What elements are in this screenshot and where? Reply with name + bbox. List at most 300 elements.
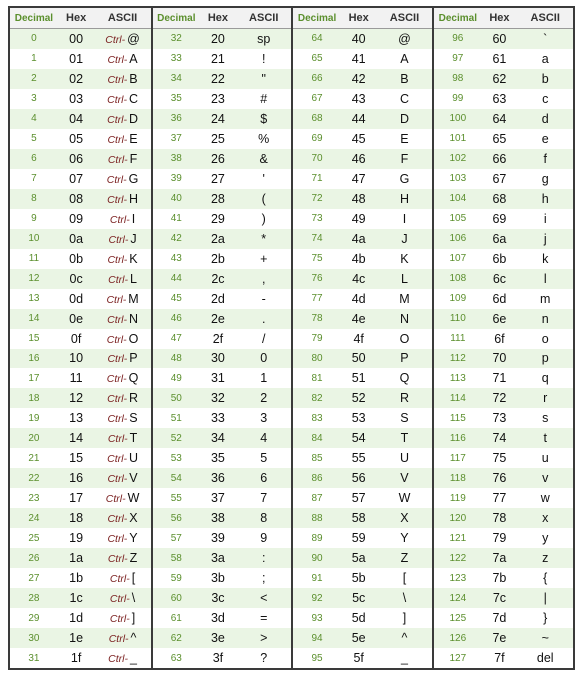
hex-cell: 03 bbox=[69, 91, 84, 106]
decimal-cell: 67 bbox=[311, 93, 323, 105]
table-row bbox=[434, 368, 573, 388]
decimal-cell: 3 bbox=[31, 93, 37, 105]
column-group-3 bbox=[291, 8, 432, 668]
hex-cell: 46 bbox=[351, 151, 366, 166]
table-row bbox=[434, 209, 573, 229]
ascii-cell: w bbox=[540, 491, 550, 506]
hex-cell: 61 bbox=[492, 51, 507, 66]
decimal-cell: 111 bbox=[450, 333, 466, 345]
table-row bbox=[10, 109, 151, 129]
hex-cell: 22 bbox=[210, 71, 225, 86]
ascii-cell bbox=[94, 212, 150, 226]
ascii-cell bbox=[94, 52, 150, 66]
ascii-cell bbox=[94, 651, 150, 665]
decimal-cell: 107 bbox=[449, 253, 467, 265]
table-row bbox=[153, 608, 292, 628]
ascii-cell: W bbox=[398, 491, 411, 506]
decimal-cell: 5 bbox=[31, 133, 37, 145]
ascii-char: E bbox=[129, 131, 138, 146]
decimal-cell: 2 bbox=[31, 73, 37, 85]
hex-cell: 77 bbox=[492, 491, 507, 506]
hex-cell: 02 bbox=[69, 71, 84, 86]
decimal-cell: 40 bbox=[170, 193, 182, 205]
ctrl-prefix: Ctrl- bbox=[107, 453, 127, 466]
table-row bbox=[293, 349, 432, 369]
hex-cell: 58 bbox=[351, 511, 366, 526]
decimal-cell: 20 bbox=[28, 432, 40, 444]
table-row bbox=[293, 169, 432, 189]
table-row bbox=[434, 388, 573, 408]
decimal-cell: 51 bbox=[170, 412, 182, 424]
hex-cell: 36 bbox=[210, 471, 225, 486]
hex-cell: 72 bbox=[492, 391, 507, 406]
decimal-cell: 96 bbox=[452, 33, 464, 45]
decimal-cell: 126 bbox=[449, 632, 467, 644]
ctrl-prefix: Ctrl- bbox=[107, 473, 128, 486]
table-row bbox=[10, 468, 151, 488]
table-row bbox=[434, 49, 573, 69]
ascii-char: S bbox=[129, 411, 138, 426]
decimal-cell: 119 bbox=[449, 492, 466, 504]
decimal-header: Decimal bbox=[297, 12, 337, 24]
decimal-cell: 99 bbox=[452, 93, 464, 105]
hex-cell: 16 bbox=[69, 471, 84, 486]
ascii-cell bbox=[94, 172, 150, 186]
ascii-cell: - bbox=[261, 291, 266, 306]
hex-cell: 23 bbox=[210, 91, 225, 106]
ascii-char: @ bbox=[127, 31, 140, 46]
decimal-cell: 92 bbox=[311, 592, 323, 604]
hex-cell: 2d bbox=[210, 291, 225, 306]
hex-cell: 64 bbox=[492, 111, 507, 126]
table-row bbox=[10, 309, 151, 329]
table-row bbox=[293, 468, 432, 488]
table-row bbox=[153, 548, 292, 568]
ascii-cell bbox=[94, 332, 150, 346]
hex-cell: 33 bbox=[210, 411, 225, 426]
ascii-cell: e bbox=[541, 131, 549, 146]
table-row bbox=[293, 448, 432, 468]
table-row bbox=[10, 29, 151, 49]
ascii-cell: c bbox=[542, 91, 549, 106]
ctrl-prefix: Ctrl- bbox=[107, 153, 128, 166]
ascii-cell: X bbox=[400, 511, 409, 526]
decimal-cell: 87 bbox=[311, 492, 323, 504]
table-row bbox=[434, 129, 573, 149]
table-row bbox=[293, 388, 432, 408]
hex-cell: 53 bbox=[351, 411, 366, 426]
hex-cell: 38 bbox=[210, 511, 225, 526]
table-row bbox=[293, 229, 432, 249]
hex-cell: 18 bbox=[69, 511, 84, 526]
table-row bbox=[153, 349, 292, 369]
ascii-cell bbox=[94, 112, 150, 126]
table-row bbox=[434, 229, 573, 249]
hex-cell: 7b bbox=[492, 571, 507, 586]
hex-cell: 4b bbox=[351, 251, 366, 266]
decimal-cell: 34 bbox=[170, 73, 182, 85]
table-row bbox=[293, 488, 432, 508]
ctrl-prefix: Ctrl- bbox=[107, 53, 128, 66]
hex-cell: 3f bbox=[212, 651, 224, 666]
table-row bbox=[10, 428, 151, 448]
hex-cell: 12 bbox=[69, 391, 84, 406]
ascii-cell: J bbox=[401, 231, 408, 246]
hex-cell: 6d bbox=[492, 291, 507, 306]
hex-cell: 1f bbox=[70, 651, 82, 666]
decimal-cell: 43 bbox=[170, 253, 182, 265]
ctrl-prefix: Ctrl- bbox=[108, 653, 128, 666]
hex-cell: 0c bbox=[69, 271, 83, 286]
ascii-char: C bbox=[128, 91, 138, 106]
ascii-cell: M bbox=[399, 291, 410, 306]
hex-cell: 04 bbox=[69, 111, 84, 126]
ascii-cell bbox=[94, 551, 150, 565]
table-row bbox=[293, 528, 432, 548]
table-row bbox=[293, 249, 432, 269]
ascii-header: ASCII bbox=[530, 12, 560, 24]
decimal-cell: 1 bbox=[31, 53, 37, 65]
hex-cell: 0a bbox=[69, 231, 84, 246]
table-row bbox=[153, 109, 292, 129]
table-row bbox=[434, 508, 573, 528]
decimal-header: Decimal bbox=[14, 12, 54, 24]
ascii-cell: P bbox=[400, 351, 409, 366]
table-row bbox=[153, 229, 292, 249]
table-row bbox=[293, 648, 432, 668]
ascii-cell: + bbox=[260, 251, 268, 266]
hex-cell: 6e bbox=[492, 311, 507, 326]
ascii-char: O bbox=[128, 331, 139, 346]
table-row bbox=[153, 368, 292, 388]
decimal-cell: 116 bbox=[449, 432, 466, 444]
ascii-cell: q bbox=[541, 371, 549, 386]
ctrl-prefix: Ctrl- bbox=[109, 593, 130, 606]
ascii-char: J bbox=[130, 231, 137, 246]
table-row bbox=[293, 49, 432, 69]
decimal-cell: 13 bbox=[28, 293, 40, 305]
hex-cell: 60 bbox=[492, 31, 507, 46]
hex-cell: 19 bbox=[69, 531, 84, 546]
decimal-cell: 10 bbox=[28, 233, 40, 245]
ascii-cell: 6 bbox=[260, 471, 268, 486]
decimal-cell: 118 bbox=[449, 472, 466, 484]
ascii-char: _ bbox=[130, 651, 137, 666]
hex-cell: 7a bbox=[492, 551, 507, 566]
hex-cell: 24 bbox=[210, 111, 225, 126]
table-row bbox=[10, 648, 151, 668]
hex-cell: 1a bbox=[69, 551, 84, 566]
hex-cell: 1e bbox=[69, 631, 84, 646]
hex-cell: 59 bbox=[351, 531, 366, 546]
ascii-cell: > bbox=[260, 631, 268, 646]
table-row bbox=[10, 548, 151, 568]
decimal-cell: 101 bbox=[449, 133, 467, 145]
decimal-cell: 12 bbox=[28, 273, 40, 285]
ascii-char: I bbox=[131, 211, 136, 226]
decimal-cell: 19 bbox=[28, 412, 40, 424]
hex-cell: 10 bbox=[69, 351, 84, 366]
ascii-cell bbox=[94, 92, 150, 106]
decimal-cell: 59 bbox=[170, 572, 182, 584]
ascii-cell: H bbox=[399, 191, 409, 206]
ascii-cell: b bbox=[541, 71, 549, 86]
ascii-cell bbox=[94, 232, 150, 246]
ascii-cell: " bbox=[261, 71, 266, 86]
decimal-cell: 90 bbox=[311, 552, 323, 564]
ascii-char: ] bbox=[131, 611, 136, 626]
hex-cell: 51 bbox=[351, 371, 366, 386]
ascii-cell: h bbox=[541, 191, 549, 206]
ascii-cell: \ bbox=[402, 591, 407, 606]
table-row bbox=[153, 628, 292, 648]
table-row bbox=[293, 628, 432, 648]
ascii-cell bbox=[94, 292, 150, 306]
hex-cell: 5a bbox=[351, 551, 366, 566]
ascii-cell bbox=[94, 391, 150, 405]
table-row bbox=[10, 368, 151, 388]
hex-cell: 7c bbox=[492, 591, 507, 606]
table-body bbox=[293, 29, 432, 668]
hex-cell: 25 bbox=[210, 131, 225, 146]
table-row bbox=[434, 428, 573, 448]
ascii-cell bbox=[94, 32, 150, 46]
table-row bbox=[153, 648, 292, 668]
table-row bbox=[293, 69, 432, 89]
table-row bbox=[434, 249, 573, 269]
hex-cell: 07 bbox=[69, 171, 84, 186]
ascii-char: F bbox=[129, 151, 138, 166]
hex-cell: 76 bbox=[492, 471, 507, 486]
ascii-cell bbox=[94, 611, 150, 625]
hex-cell: 11 bbox=[69, 371, 83, 386]
ascii-cell: . bbox=[261, 311, 266, 326]
ascii-cell bbox=[94, 511, 150, 525]
ascii-cell: d bbox=[541, 111, 549, 126]
table-header bbox=[153, 8, 292, 29]
decimal-cell: 69 bbox=[311, 133, 323, 145]
decimal-cell: 56 bbox=[170, 512, 182, 524]
table-row bbox=[10, 269, 151, 289]
ascii-cell: ^ bbox=[401, 631, 408, 646]
decimal-cell: 61 bbox=[170, 612, 182, 624]
decimal-cell: 33 bbox=[170, 53, 182, 65]
decimal-cell: 48 bbox=[170, 352, 182, 364]
ctrl-prefix: Ctrl- bbox=[107, 353, 128, 366]
hex-cell: 6c bbox=[492, 271, 507, 286]
table-row bbox=[434, 448, 573, 468]
table-row bbox=[434, 488, 573, 508]
ascii-cell: N bbox=[399, 311, 409, 326]
decimal-cell: 95 bbox=[311, 652, 323, 664]
ascii-cell: s bbox=[542, 411, 549, 426]
ascii-cell: 0 bbox=[260, 351, 268, 366]
hex-cell: 39 bbox=[210, 531, 225, 546]
ascii-cell: ~ bbox=[541, 631, 549, 646]
ascii-cell: ] bbox=[402, 611, 407, 626]
decimal-cell: 11 bbox=[28, 253, 40, 265]
decimal-cell: 35 bbox=[170, 93, 182, 105]
ascii-cell: I bbox=[402, 211, 407, 226]
hex-cell: 4d bbox=[351, 291, 366, 306]
decimal-cell: 39 bbox=[170, 173, 182, 185]
table-row bbox=[434, 169, 573, 189]
ctrl-prefix: Ctrl- bbox=[107, 193, 127, 206]
decimal-cell: 47 bbox=[170, 333, 182, 345]
table-row bbox=[10, 349, 151, 369]
decimal-cell: 70 bbox=[311, 153, 323, 165]
ascii-cell: ; bbox=[261, 571, 266, 586]
decimal-cell: 100 bbox=[449, 113, 467, 125]
ascii-cell: B bbox=[400, 71, 409, 86]
hex-cell: 0d bbox=[69, 291, 84, 306]
ascii-cell: A bbox=[400, 51, 409, 66]
hex-cell: 67 bbox=[492, 171, 507, 186]
decimal-cell: 127 bbox=[449, 652, 467, 664]
table-row bbox=[434, 548, 573, 568]
ascii-cell: < bbox=[260, 591, 268, 606]
hex-cell: 6b bbox=[492, 251, 507, 266]
table-row bbox=[153, 189, 292, 209]
ascii-cell: n bbox=[541, 311, 549, 326]
ascii-header: ASCII bbox=[107, 12, 138, 24]
ascii-cell: g bbox=[541, 171, 549, 186]
table-row bbox=[434, 568, 573, 588]
table-row bbox=[10, 588, 151, 608]
decimal-cell: 31 bbox=[28, 652, 40, 664]
ascii-char: P bbox=[129, 351, 138, 366]
hex-cell: 3d bbox=[210, 611, 225, 626]
table-row bbox=[10, 69, 151, 89]
decimal-cell: 81 bbox=[311, 372, 323, 384]
table-row bbox=[434, 468, 573, 488]
hex-cell: 7e bbox=[492, 631, 507, 646]
hex-cell: 3a bbox=[210, 551, 225, 566]
table-row bbox=[153, 309, 292, 329]
ascii-cell bbox=[94, 491, 150, 505]
ascii-cell bbox=[94, 371, 150, 385]
ctrl-prefix: Ctrl- bbox=[107, 313, 127, 326]
decimal-cell: 49 bbox=[170, 372, 182, 384]
hex-cell: 0e bbox=[69, 311, 84, 326]
ascii-cell: 3 bbox=[260, 411, 268, 426]
decimal-cell: 97 bbox=[452, 53, 464, 65]
ctrl-prefix: Ctrl- bbox=[107, 73, 128, 86]
hex-cell: 4e bbox=[351, 311, 366, 326]
decimal-cell: 76 bbox=[311, 273, 323, 285]
decimal-cell: 8 bbox=[31, 193, 37, 205]
hex-cell: 2e bbox=[210, 311, 225, 326]
ascii-cell bbox=[94, 192, 150, 206]
hex-cell: 5b bbox=[351, 571, 366, 586]
table-row bbox=[293, 209, 432, 229]
ascii-cell: 1 bbox=[260, 371, 268, 386]
decimal-cell: 124 bbox=[449, 592, 467, 604]
decimal-cell: 38 bbox=[170, 153, 182, 165]
ascii-cell bbox=[94, 531, 150, 545]
ascii-cell bbox=[94, 591, 150, 605]
hex-cell: 6a bbox=[492, 231, 507, 246]
table-row bbox=[153, 528, 292, 548]
hex-cell: 3e bbox=[210, 631, 225, 646]
ascii-cell: | bbox=[543, 591, 547, 606]
ascii-cell: 2 bbox=[260, 391, 268, 406]
hex-cell: 30 bbox=[210, 351, 225, 366]
ascii-cell bbox=[94, 132, 150, 146]
hex-cell: 1c bbox=[69, 591, 83, 606]
hex-cell: 27 bbox=[210, 171, 225, 186]
hex-cell: 17 bbox=[69, 491, 84, 506]
table-row bbox=[293, 408, 432, 428]
ctrl-prefix: Ctrl- bbox=[109, 213, 130, 226]
table-row bbox=[153, 468, 292, 488]
ascii-cell bbox=[94, 252, 150, 266]
table-row bbox=[10, 408, 151, 428]
decimal-cell: 102 bbox=[449, 153, 467, 165]
hex-cell: 28 bbox=[210, 191, 225, 206]
column-group-4 bbox=[432, 8, 573, 668]
hex-cell: 15 bbox=[69, 451, 84, 466]
ascii-cell: l bbox=[543, 271, 547, 286]
decimal-cell: 94 bbox=[311, 632, 323, 644]
ascii-cell: ! bbox=[261, 51, 266, 66]
decimal-cell: 15 bbox=[28, 333, 40, 345]
hex-cell: 66 bbox=[492, 151, 507, 166]
table-row bbox=[10, 149, 151, 169]
decimal-cell: 121 bbox=[449, 532, 467, 544]
ascii-cell: $ bbox=[260, 111, 268, 126]
ascii-char: M bbox=[128, 291, 139, 306]
table-row bbox=[153, 149, 292, 169]
ascii-cell: D bbox=[399, 111, 409, 126]
table-row bbox=[293, 548, 432, 568]
ascii-char: G bbox=[128, 171, 139, 186]
ascii-cell: z bbox=[542, 551, 549, 566]
hex-cell: 4c bbox=[352, 271, 366, 286]
ctrl-prefix: Ctrl- bbox=[109, 613, 130, 626]
ascii-char: N bbox=[128, 311, 138, 326]
decimal-cell: 85 bbox=[311, 452, 323, 464]
hex-cell: 5c bbox=[352, 591, 366, 606]
decimal-cell: 37 bbox=[170, 133, 182, 145]
hex-cell: 74 bbox=[492, 431, 507, 446]
table-row bbox=[10, 388, 151, 408]
ctrl-prefix: Ctrl- bbox=[107, 433, 128, 446]
ascii-cell: f bbox=[543, 151, 547, 166]
ascii-cell: & bbox=[259, 151, 268, 166]
decimal-cell: 18 bbox=[28, 392, 40, 404]
table-row bbox=[434, 309, 573, 329]
hex-cell: 54 bbox=[351, 431, 366, 446]
ascii-cell: [ bbox=[402, 571, 407, 586]
decimal-cell: 64 bbox=[311, 33, 323, 45]
table-row bbox=[434, 528, 573, 548]
table-row bbox=[153, 568, 292, 588]
table-row bbox=[10, 169, 151, 189]
hex-cell: 40 bbox=[351, 31, 366, 46]
table-row bbox=[153, 329, 292, 349]
ascii-cell: x bbox=[542, 511, 549, 526]
table-row bbox=[434, 109, 573, 129]
table-row bbox=[293, 149, 432, 169]
table-row bbox=[10, 488, 151, 508]
table-header bbox=[434, 8, 573, 29]
decimal-cell: 115 bbox=[449, 412, 466, 424]
table-row bbox=[434, 648, 573, 668]
table-row bbox=[153, 588, 292, 608]
ascii-cell: , bbox=[261, 271, 266, 286]
ctrl-prefix: Ctrl- bbox=[106, 293, 127, 306]
